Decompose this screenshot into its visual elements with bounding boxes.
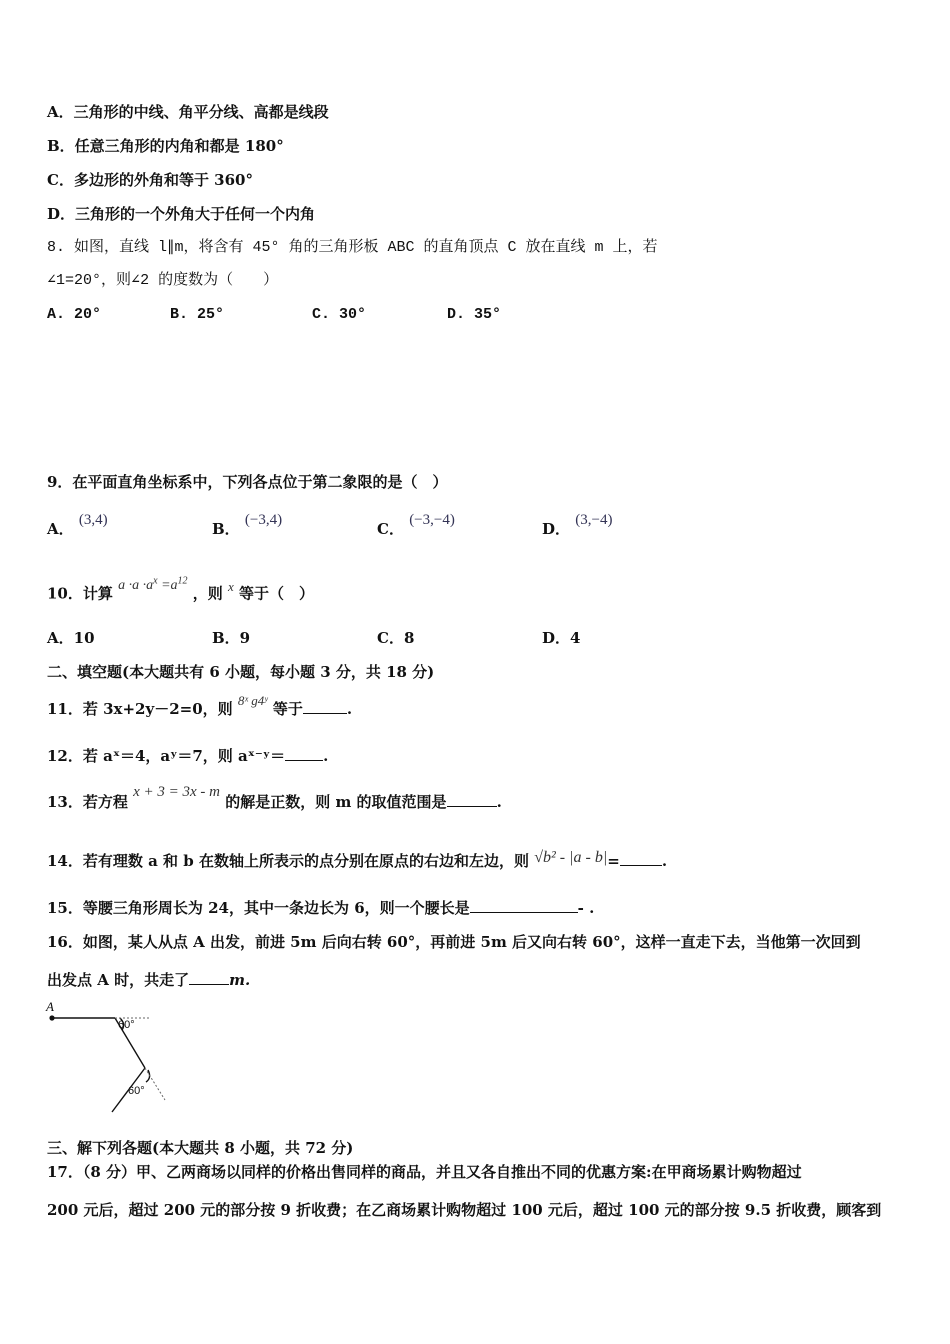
q16-angle1-label: 60°	[118, 1019, 135, 1031]
q12-stem: 12．若 aˣ＝4，aʸ＝7，则 aˣ⁻ʸ＝ .	[47, 747, 329, 765]
q16-walk-figure	[40, 1000, 170, 1120]
q8-option-a: A. 20°	[47, 306, 102, 323]
q14-formula: √b² - |a - b|	[534, 849, 608, 866]
q15-suffix: - .	[577, 899, 595, 917]
q13-formula: x + 3 = 3x - m	[133, 784, 220, 800]
q16-angle2-label: 60°	[128, 1085, 145, 1097]
q9-coord-a: (3,4)	[78, 512, 108, 528]
q7-option-b: B．任意三角形的内角和都是 180°	[47, 137, 284, 155]
q7-option-d: D．三角形的一个外角大于任何一个内角	[47, 205, 316, 223]
q10-formula-eq: =a	[161, 577, 178, 593]
q17-line1: 17．（8 分）甲、乙两商场以同样的价格出售同样的商品，并且又各自推出不同的优惠方案:在甲商场累计购物超过	[47, 1163, 802, 1181]
q12-prefix: 12．若 aˣ＝4，aʸ＝7，则 aˣ⁻ʸ＝	[47, 747, 286, 765]
q9-coord-c: (−3,−4)	[409, 512, 455, 528]
q8-stem-line1: 8. 如图，直线 l∥m，将含有 45° 角的三角形板 ABC 的直角顶点 C 放在直线 m 上，若	[47, 239, 658, 256]
q9-option-d	[542, 512, 613, 540]
q9-option-c	[377, 512, 455, 540]
q15-text: 15．等腰三角形周长为 24，其中一条边长为 6，则一个腰长是	[47, 899, 470, 917]
q13-prefix: 13．若方程	[47, 793, 128, 811]
q8-stem-line2: ∠1=20°，则∠2 的度数为（ ）	[47, 272, 279, 289]
q10-formula-eq-exp: 12	[177, 575, 188, 586]
section-3-heading: 三、解下列各题(本大题共 8 小题，共 72 分)	[47, 1139, 354, 1157]
q9-coord-b: (−3,4)	[244, 512, 283, 528]
q12-answer-blank[interactable]	[285, 760, 323, 761]
q13-suffix: 的解是正数，则 m 的取值范围是	[225, 793, 447, 811]
q11-prefix: 11．若 3x+2y－2=0，则	[47, 700, 233, 718]
q10-formula	[118, 575, 188, 593]
q8-option-b: B. 25°	[170, 306, 225, 323]
q9-label-d: D．	[542, 520, 571, 538]
q9-label-c: C．	[377, 520, 404, 538]
q9-label-a: A．	[47, 520, 74, 538]
q16-line2-prefix: 出发点 A 时，共走了	[47, 971, 190, 989]
q10-suffix: 等于（ ）	[239, 584, 315, 603]
q16-stem-line2	[47, 970, 250, 990]
q14-answer-blank[interactable]	[620, 865, 662, 866]
q9-option-b	[212, 512, 283, 540]
q15-stem	[47, 898, 594, 918]
q10-stem	[47, 575, 315, 606]
q10-option-b: B．9	[212, 629, 251, 647]
q14-prefix: 14．若有理数 a 和 b 在数轴上所表示的点分别在原点的右边和左边，则	[47, 852, 529, 870]
q10-var: x	[228, 578, 234, 594]
q10-option-a: A．10	[47, 629, 95, 647]
q11-suffix: 等于	[272, 700, 303, 718]
q10-formula-lhs: a ·a ·a	[118, 577, 154, 593]
q14-suffix: =	[607, 852, 620, 870]
q9-option-a	[47, 512, 108, 540]
q10-mid: ，则	[192, 584, 223, 603]
q11-answer-blank[interactable]	[303, 713, 347, 714]
q16-answer-blank[interactable]	[189, 984, 229, 985]
q16-stem-line1: 16．如图，某人从点 A 出发，前进 5m 后向右转 60°，再前进 5m 后又向右转 60°，这样一直走下去，当他第一次回到	[47, 933, 861, 951]
q15-answer-blank[interactable]	[470, 912, 578, 913]
q8-option-c: C. 30°	[312, 306, 367, 323]
q16-point-a-dot	[49, 1015, 54, 1020]
q9-stem: 9．在平面直角坐标系中，下列各点位于第二象限的是（ ）	[47, 473, 448, 491]
q11-stem: 11．若 3x+2y－2=0，则 8ˣ g4ʸ 等于 .	[47, 693, 353, 718]
q16-point-a-label: A	[46, 1000, 54, 1014]
q16-line2-suffix: m.	[229, 971, 251, 989]
q7-option-c: C．多边形的外角和等于 360°	[47, 171, 253, 189]
q9-label-b: B．	[212, 520, 240, 538]
q10-option-c: C．8	[377, 629, 415, 647]
q13-stem: 13．若方程 x + 3 = 3x - m 的解是正数，则 m 的取值范围是 .	[47, 784, 502, 811]
q11-formula: 8ˣ g4ʸ	[237, 693, 268, 708]
q10-option-d: D．4	[542, 629, 581, 647]
q7-option-a: A．三角形的中线、角平分线、高都是线段	[47, 103, 329, 121]
q17-line2: 200 元后，超过 200 元的部分按 9 折收费；在乙商场累计购物超过 100 元后，超过 100 元的部分按 9.5 折收费，顾客到	[47, 1201, 882, 1219]
q16-extension-2	[145, 1068, 165, 1100]
q10-formula-exp: x	[153, 575, 158, 586]
q8-option-d: D. 35°	[447, 306, 502, 323]
q10-prefix: 10．计算	[47, 584, 113, 603]
q9-coord-d: (3,−4)	[575, 512, 613, 528]
section-2-heading: 二、填空题(本大题共有 6 小题，每小题 3 分，共 18 分)	[47, 663, 435, 681]
q14-stem: 14．若有理数 a 和 b 在数轴上所表示的点分别在原点的右边和左边，则 √b² - |a - b|= .	[47, 849, 668, 870]
q13-answer-blank[interactable]	[447, 806, 497, 807]
